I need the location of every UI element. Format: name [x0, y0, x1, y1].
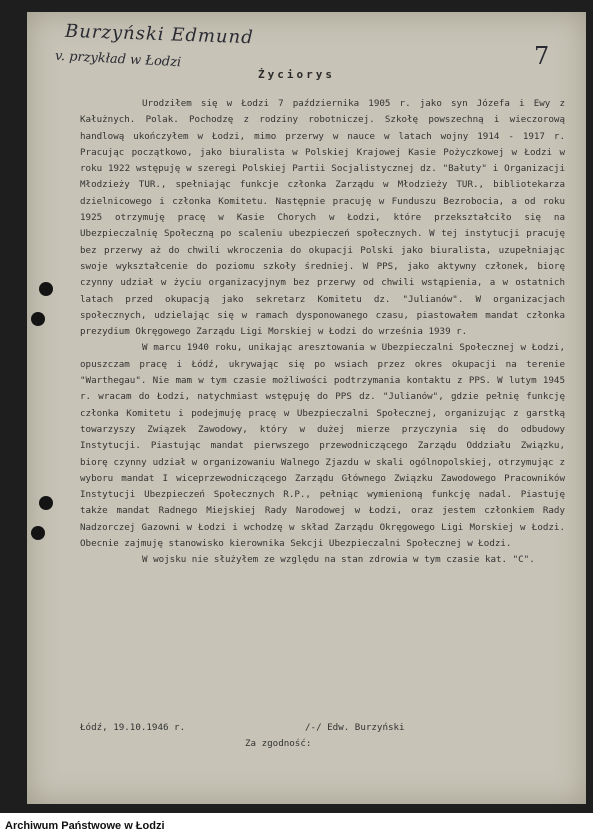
binder-hole	[31, 526, 45, 540]
handwritten-name: Burzyński Edmund	[64, 20, 255, 49]
binder-hole	[31, 312, 45, 326]
handwritten-note: v. przykład w Łodzi	[54, 48, 182, 71]
signature: /-/ Edw. Burzyński	[305, 722, 405, 733]
document-body	[80, 96, 565, 569]
page-number: 7	[534, 42, 550, 70]
paragraph-3: W wojsku nie służyłem ze względu na stan zdrowia w tym czasie kat. "C".	[142, 554, 535, 566]
paragraph-2: W marcu 1940 roku, unikając aresztowania w Ubezpieczalni Społecznej w Łodzi, opuszczam pracę i Łódź, ukrywając się po wsiach przez okres okupacji na terenie "Warthegau". Nie mam w tym czasie możliwości podtrzymania kontaktu z PPS. W lutym 1945 r. wracam do Łodzi, natychmiast wstępuję do PPS dz. "Julianów", gdzie pełnię funkcję członka Komitetu i podejmuję pracę w Ubezpieczalni Społecznej, organizując z garstką towarzyszy Związek Zawodowy, który w dużej mierze przyczynia się do odbudowy Instytucji. Piastując mandat pierwszego przewodniczącego Zarządu Oddziału Związku, biorę czynny udział w organizowaniu Walnego Zjazdu w skali ogólnopolskiej, otrzymując z wyboru mandat I wiceprzewodniczącego Zarządu Głównego Związku Zawodowego Pracowników Instytucji Ubezpieczeń Społecznych R.P., pełniąc wymienioną funkcję nadal. Piastuję także mandat Radnego Miejskiej Rady Narodowej w Łodzi, oraz jestem członkiem Rady Nadzorczej Gazowni w Łodzi i wchodzę w skład Zarządu Okręgowego Ligi Morskiej w Łodzi. Obecnie zajmuję stanowisko kierownika Sekcji Ubezpieczalni Społecznej w Łodzi.	[80, 342, 565, 550]
date-line: Łódź, 19.10.1946 r.	[80, 722, 186, 733]
footer-bar	[0, 813, 593, 840]
document-title: Życiorys	[258, 68, 335, 81]
archive-label: Archiwum Państwowe w Łodzi	[5, 820, 165, 832]
binder-hole	[39, 282, 53, 296]
binder-hole	[39, 496, 53, 510]
paragraph-1: Urodziłem się w Łodzi 7 października 1905 r. jako syn Józefa i Ewy z Kałużnych. Polak. Pochodzę z rodziny robotniczej. Szkołę powszechną i wieczorową handlową ukończyłem w Łodzi, mimo przerwy w nauce w latach wojny 1914 - 1917 r. Pracując początkowo, jako biuralista w Polskiej Krajowej Kasie Pożyczkowej w Łodzi w roku 1922 wstępuję w szeregi Polskiej Partii Socjalistycznej dz. "Bałuty" i Organizacji Młodzieży TUR., spełniając funkcje członka Zarządu w Młodzieży TUR., bibliotekarza dzielnicowego i członka Komitetu. Następnie pracuję w Funduszu Bezrobocia, a od roku 1925 otrzymuję pracę w Kasie Chorych w Łodzi, które przekształciło się na Ubezpieczalnię Społeczną po scaleniu ubezpieczeń społecznych. W tej instytucji pracuję bez przerwy aż do chwili wkroczenia do okupacji Polski jako biuralista, uzupełniając swoje wykształcenie do poziomu szkoły średniej. W PPS, jako aktywny członek, biorę czynny udział w życiu organizacyjnym bez przerwy od chwili wstąpienia, a w ostatnich latach przed okupacją jako sekretarz Komitetu dz. "Julianów". W organizacjach społecznych, udzielając się w ramach dysponowanego czasu, piastowałem mandat członka prezydium Okręgowego Zarządu Ligi Morskiej w Łodzi do września 1939 r.	[80, 98, 565, 338]
certification-label: Za zgodność:	[245, 738, 312, 749]
